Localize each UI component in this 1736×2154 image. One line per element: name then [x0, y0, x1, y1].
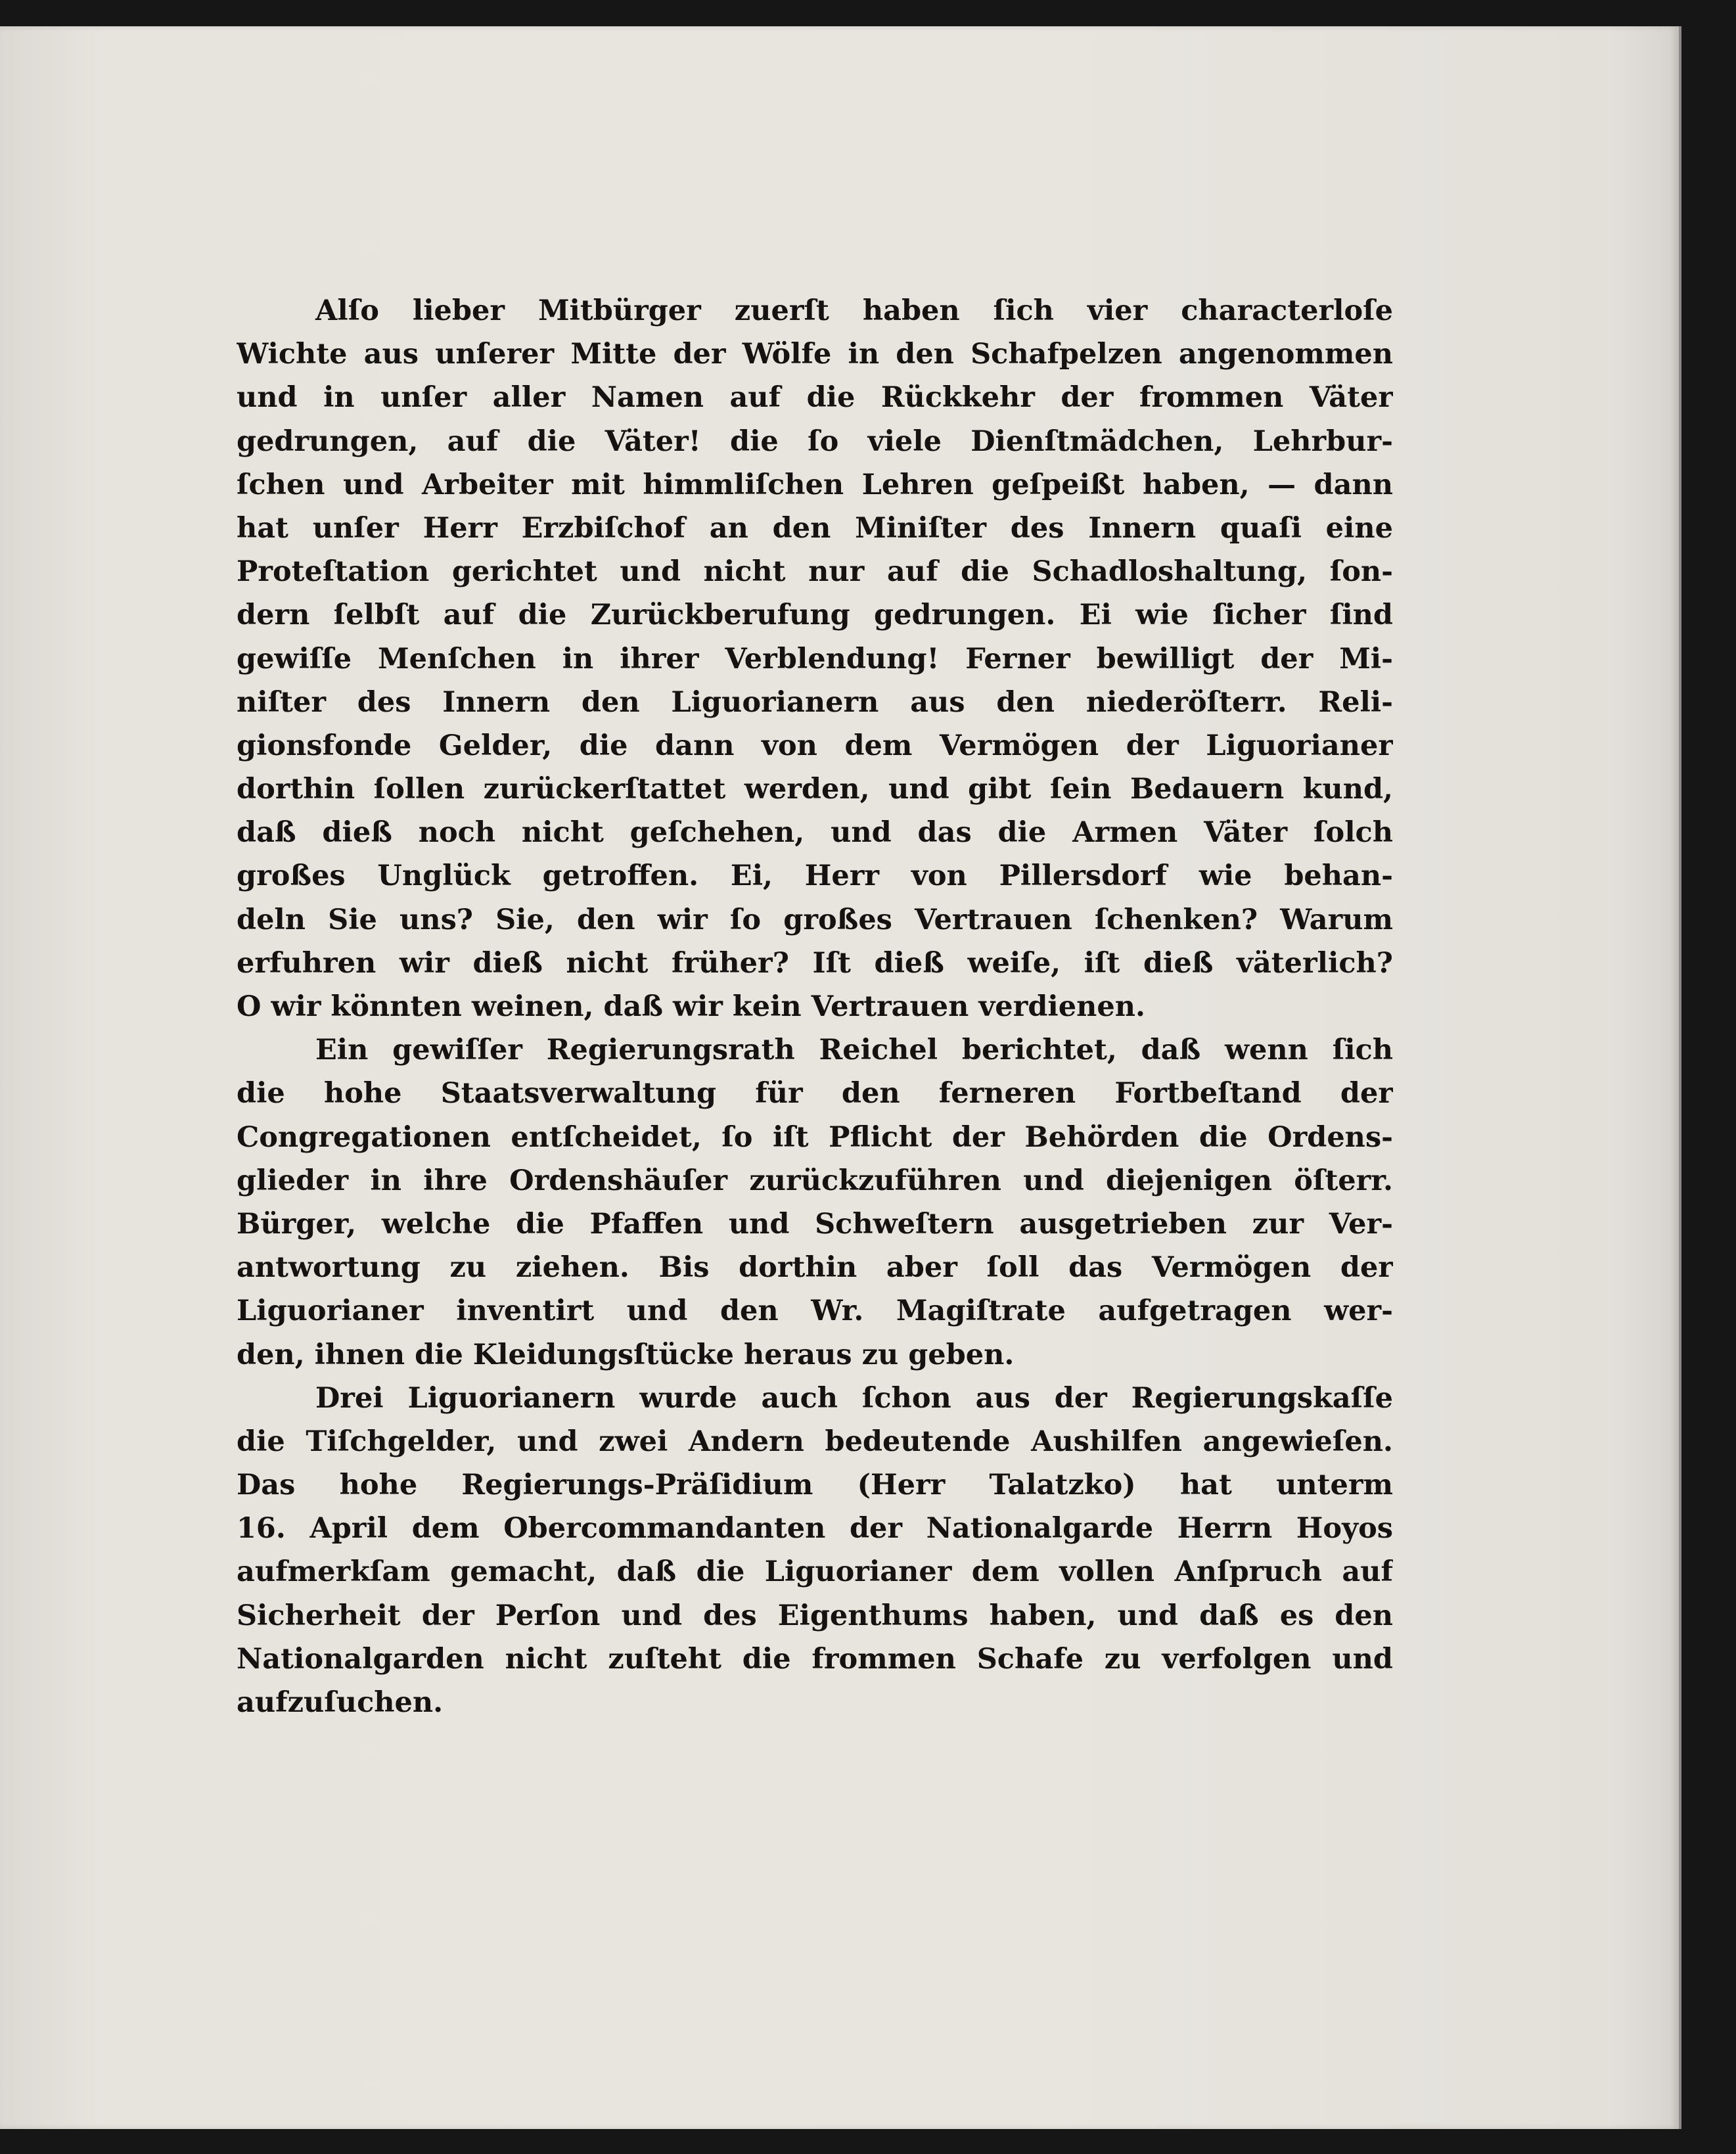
text-line: Sicherheit der Perſon und des Eigenthums haben, und daß es den [237, 1599, 1393, 1632]
text-line: erfuhren wir dieß nicht früher? Iſt dieß weiſe, iſt dieß väterlich? [237, 946, 1393, 980]
text-line: Das hohe Regierungs-Präſidium (Herr Talatzko) hat unterm [237, 1469, 1393, 1502]
text-line: dorthin ſollen zurückerſtattet werden, und gibt ſein Bedauern kund, [237, 773, 1393, 806]
text-line: Proteſtation gerichtet und nicht nur auf die Schadloshaltung, ſon- [237, 555, 1393, 589]
text-line: den, ihnen die Kleidungsſtücke heraus zu geben. [237, 1338, 1015, 1371]
text-line: deln Sie uns? Sie, den wir ſo großes Vertrauen ſchenken? Warum [237, 903, 1393, 936]
page-edge [1679, 26, 1681, 2129]
text-line: O wir könnten weinen, daß wir kein Vertrauen verdienen. [237, 990, 1145, 1023]
text-line: Liguorianer inventirt und den Wr. Magiſtrate aufgetragen wer- [237, 1295, 1393, 1328]
text-line: 16. April dem Obercommandanten der Nationalgarde Herrn Hoyos [237, 1512, 1393, 1546]
text-line: Ein gewiſſer Regierungsrath Reichel berichtet, daß wenn ſich [315, 1034, 1393, 1067]
text-line: großes Unglück getroffen. Ei, Herr von Pillersdorf wie behan- [237, 859, 1393, 893]
text-line: aufzuſuchen. [237, 1686, 444, 1719]
text-line: aufmerkſam gemacht, daß die Liguorianer dem vollen Anſpruch auf [237, 1555, 1393, 1589]
text-line: daß dieß noch nicht geſchehen, und das die Armen Väter ſolch [237, 816, 1393, 850]
document-page [0, 26, 1679, 2129]
text-line: gionsfonde Gelder, die dann von dem Vermögen der Liguorianer [237, 729, 1393, 762]
text-line: die Tiſchgelder, und zwei Andern bedeutende Aushilfen angewieſen. [237, 1425, 1393, 1458]
text-line: gewiſſe Menſchen in ihrer Verblendung! Ferner bewilligt der Mi- [237, 642, 1393, 676]
body-text [237, 289, 1393, 1724]
text-line: Drei Liguorianern wurde auch ſchon aus der Regierungskaſſe [315, 1381, 1393, 1415]
text-line: glieder in ihre Ordenshäuſer zurückzuführen und diejenigen öſterr. [237, 1164, 1393, 1197]
text-line: Alſo lieber Mitbürger zuerſt haben ſich vier characterloſe [315, 294, 1393, 327]
text-line: dern ſelbſt auf die Zurückberufung gedrungen. Ei wie ſicher ſind [237, 599, 1393, 632]
text-line: und in unſer aller Namen auf die Rückkehr der frommen Väter [237, 381, 1393, 415]
text-line: antwortung zu ziehen. Bis dorthin aber ſoll das Vermögen der [237, 1251, 1393, 1285]
text-line: gedrungen, auf die Väter! die ſo viele Dienſtmädchen, Lehrbur- [237, 424, 1393, 458]
text-line: Nationalgarden nicht zuſteht die frommen Schafe zu verfolgen und [237, 1642, 1393, 1676]
text-line: ſchen und Arbeiter mit himmliſchen Lehren geſpeißt haben, — dann [237, 468, 1393, 501]
text-line: Bürger, welche die Pfaffen und Schweſtern ausgetrieben zur Ver- [237, 1207, 1393, 1241]
text-line: Congregationen entſcheidet, ſo iſt Pflicht der Behörden die Ordens- [237, 1120, 1393, 1154]
text-line: niſter des Innern den Liguorianern aus den niederöſterr. Reli- [237, 685, 1393, 719]
text-line: Wichte aus unſerer Mitte der Wölfe in den Schafpelzen angenommen [237, 338, 1393, 371]
text-line: hat unſer Herr Erzbiſchof an den Miniſter des Innern quaſi eine [237, 511, 1393, 545]
text-line: die hohe Staatsverwaltung für den ferneren Fortbeſtand der [237, 1077, 1393, 1111]
